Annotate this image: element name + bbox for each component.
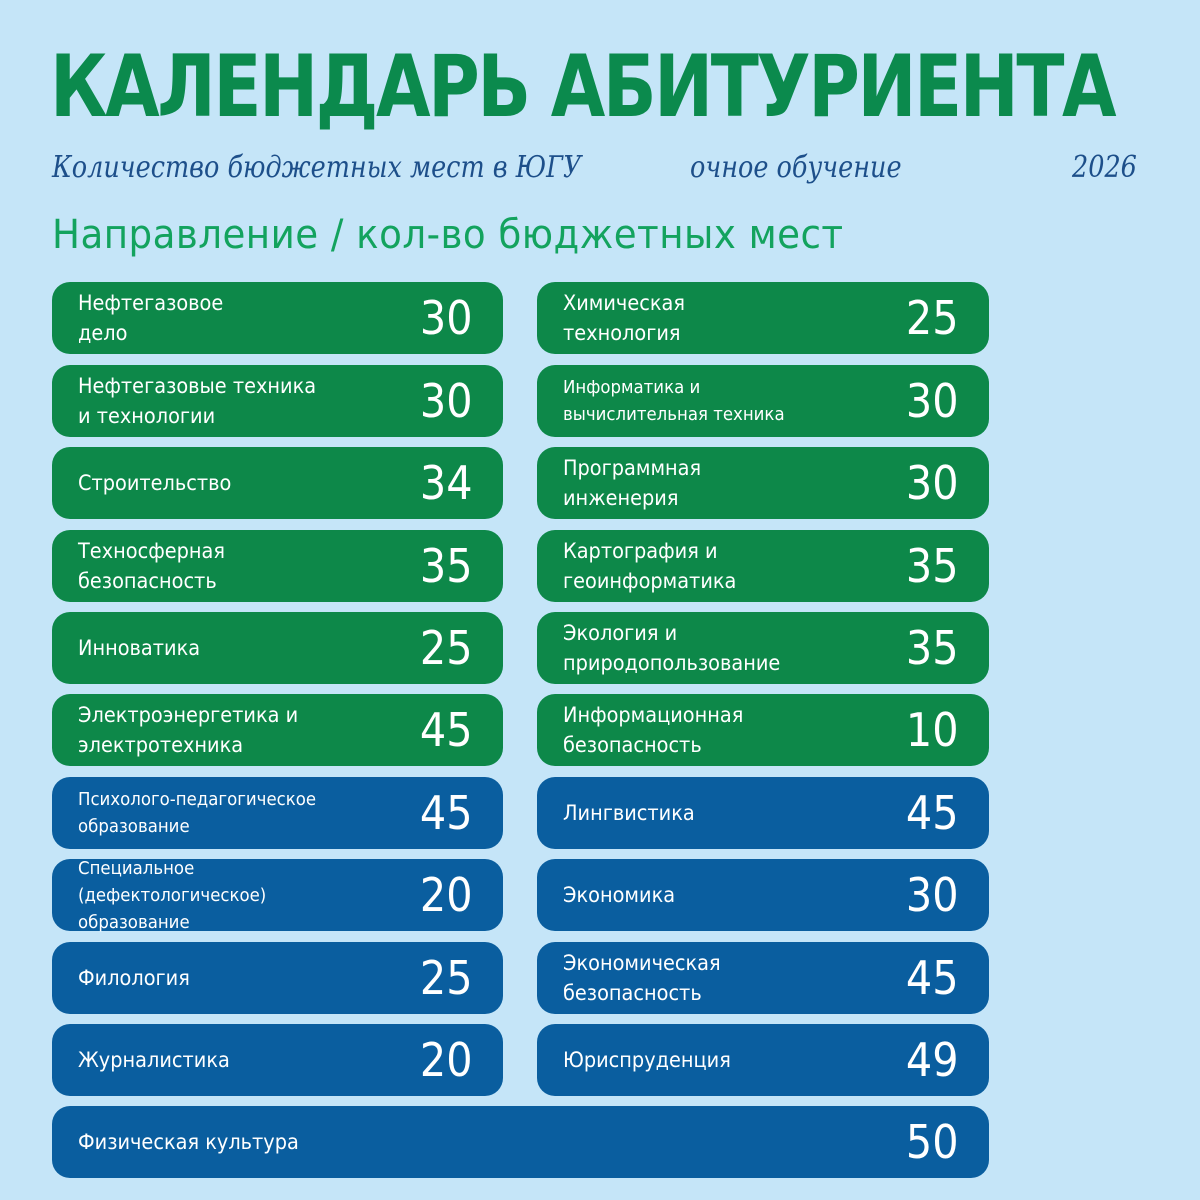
- program-card: [537, 282, 989, 354]
- budget-places-count: 49: [906, 1033, 959, 1087]
- program-name: Электроэнергетика и электротехника: [78, 703, 299, 757]
- program-card: [52, 694, 503, 766]
- budget-places-count: 30: [420, 291, 473, 345]
- budget-places-count: 25: [420, 951, 473, 1005]
- program-name: Строительство: [78, 471, 232, 495]
- program-name: Инноватика: [78, 636, 201, 660]
- budget-places-count: 25: [906, 291, 959, 345]
- program-name: Программная инженерия: [563, 456, 702, 510]
- section-heading: Направление / кол-во бюджетных мест: [52, 212, 844, 258]
- budget-places-count: 35: [906, 621, 959, 675]
- budget-places-count: 34: [420, 456, 473, 510]
- budget-places-count: 35: [420, 539, 473, 593]
- subtitle-year: 2026: [1072, 150, 1137, 185]
- budget-places-count: 30: [420, 374, 473, 428]
- program-card: [52, 1024, 503, 1096]
- budget-places-count: 30: [906, 456, 959, 510]
- program-card: [537, 365, 989, 437]
- program-name: Экология и природопользование: [563, 621, 781, 675]
- program-card: [537, 612, 989, 684]
- budget-places-count: 25: [420, 621, 473, 675]
- program-name: Журналистика: [78, 1048, 230, 1072]
- program-name: Лингвистика: [563, 801, 695, 825]
- program-name: Нефтегазовое дело: [78, 291, 224, 345]
- budget-places-count: 30: [906, 374, 959, 428]
- budget-places-count: 20: [420, 1033, 473, 1087]
- budget-places-count: 10: [906, 703, 959, 757]
- program-card: [537, 530, 989, 602]
- program-card: [52, 612, 503, 684]
- program-name: Филология: [78, 966, 190, 990]
- program-card: [537, 694, 989, 766]
- program-card: [52, 942, 503, 1014]
- budget-places-count: 45: [420, 786, 473, 840]
- subtitle-budget-places: Количество бюджетных мест в ЮГУ: [52, 150, 582, 185]
- program-card: [52, 859, 503, 931]
- program-name: Специальное (дефектологическое) образование: [78, 857, 267, 933]
- program-name: Картография и геоинформатика: [563, 539, 737, 593]
- program-name: Химическая технология: [563, 291, 685, 345]
- page-title: КАЛЕНДАРЬ АБИТУРИЕНТА: [50, 37, 1115, 137]
- program-card: [52, 447, 503, 519]
- budget-places-count: 30: [906, 868, 959, 922]
- subtitle-study-mode: очное обучение: [690, 150, 902, 185]
- program-card: [537, 859, 989, 931]
- program-card: [52, 1106, 989, 1178]
- program-name: Психолого-педагогическое образование: [78, 789, 317, 837]
- program-card: [537, 1024, 989, 1096]
- program-name: Юриспруденция: [563, 1048, 731, 1072]
- program-name: Экономика: [563, 883, 676, 907]
- program-card: [52, 365, 503, 437]
- budget-places-count: 35: [906, 539, 959, 593]
- program-card: [537, 942, 989, 1014]
- program-name: Информационная безопасность: [563, 703, 744, 757]
- budget-places-count: 50: [906, 1115, 959, 1169]
- budget-places-count: 45: [420, 703, 473, 757]
- program-card: [537, 447, 989, 519]
- budget-places-count: 45: [906, 951, 959, 1005]
- program-name: Информатика и вычислительная техника: [563, 377, 785, 425]
- program-card: [537, 777, 989, 849]
- program-card: [52, 777, 503, 849]
- budget-places-count: 20: [420, 868, 473, 922]
- program-name: Экономическая безопасность: [563, 951, 721, 1005]
- budget-places-count: 45: [906, 786, 959, 840]
- program-card: [52, 530, 503, 602]
- program-name: Нефтегазовые техника и технологии: [78, 374, 317, 428]
- program-name: Физическая культура: [78, 1130, 299, 1154]
- program-card: [52, 282, 503, 354]
- program-name: Техносферная безопасность: [78, 539, 225, 593]
